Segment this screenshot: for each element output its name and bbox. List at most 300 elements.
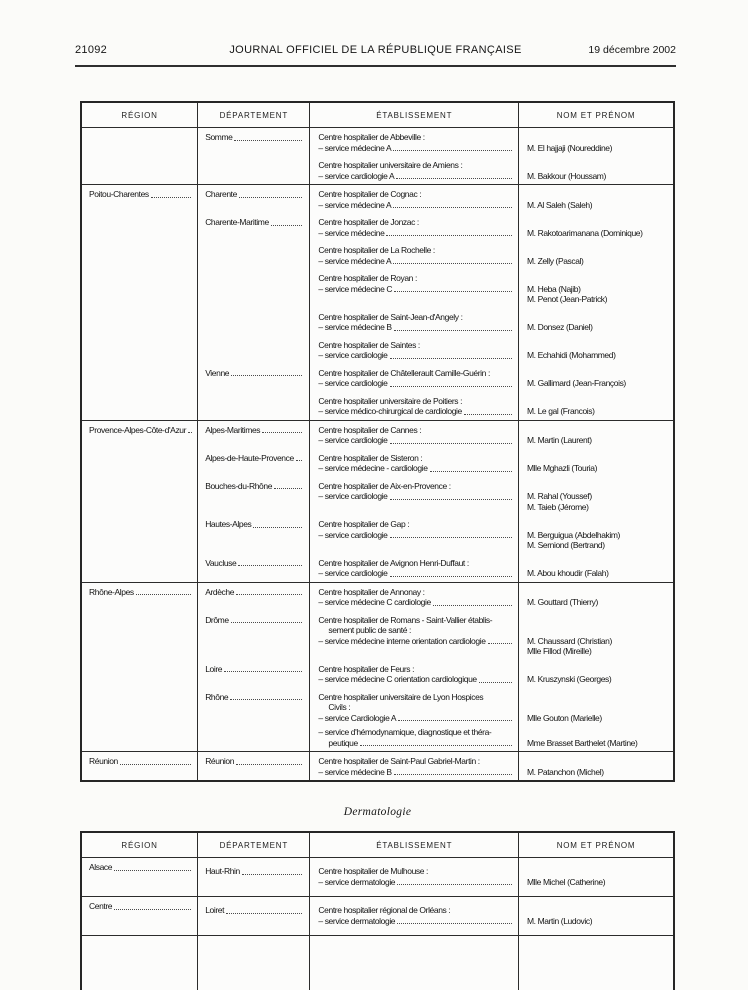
entry-header-row [198,156,673,171]
department-cell [198,378,310,392]
names-cell [519,568,673,582]
service-row [198,406,673,420]
service-label: – service médecine interne orientation cardiologie [318,635,486,646]
person-name: M. Martin (Ludovic) [527,915,593,926]
names-cell [519,713,673,724]
names-cell [519,515,673,530]
names-cell [519,364,673,379]
establishment-name: Civils : [328,702,351,712]
dotted-leader [393,143,512,152]
establishment-name: Centre hospitalier universitaire de Lyon Hospices [318,691,484,702]
department-cell [198,636,310,660]
service-cell [310,916,519,936]
names-cell [519,143,673,157]
service-cell [310,322,519,336]
names-cell [519,241,673,256]
department-label-line [205,692,303,703]
establishment-cell [310,241,519,256]
cardiology-appointments-table [80,101,675,782]
department-cell [198,256,310,270]
region-block [82,858,673,897]
region-cell [82,897,198,935]
service-cell [310,143,519,157]
names-cell [519,256,673,270]
service-row [198,200,673,214]
department-cell [198,723,310,751]
department-label-line [205,519,303,530]
region-label: Rhône-Alpes [89,586,134,597]
establishment-name: Centre hospitalier de Annonay : [318,586,425,597]
person-name: M. Bakkour (Houssam) [527,170,606,181]
service-row [198,435,673,449]
column-header-2: ÉTABLISSEMENT [310,833,519,857]
establishment-cell [310,336,519,351]
dotted-leader [393,256,512,265]
service-label: – service cardiologie [318,350,388,360]
dotted-leader [253,519,302,528]
service-cell [310,228,519,242]
department-label: Réunion [205,756,235,766]
service-line [318,916,513,927]
department-cell [198,228,310,242]
service-label: – service cardiologie [318,435,388,445]
dotted-leader [394,322,512,331]
dotted-leader [393,200,512,209]
region-block [82,421,673,583]
department-cell [198,858,310,877]
empty-row [198,936,673,990]
establishment-name: Centre hospitalier de Abbeville : [318,132,425,142]
department-label: Ardèche [205,586,235,597]
department-label-line [205,425,303,436]
names-cell [519,636,673,660]
establishment-cell [310,269,519,284]
names-cell [519,156,673,171]
column-header-2: ÉTABLISSEMENT [310,103,519,127]
column-header-1: DÉPARTEMENT [198,103,310,127]
establishment-name: Centre hospitalier de Aix-en-Provence : [318,480,451,491]
department-label-line [205,905,303,916]
person-name: M. Kruszynski (Georges) [527,674,612,684]
establishment-name: Centre hospitalier de Mulhouse : [318,866,428,876]
establishment-cell [310,308,519,323]
department-label: Loiret [205,905,225,915]
department-cell [198,530,310,554]
department-label: Alpes-de-Haute-Provence [205,452,294,463]
service-line [318,738,513,749]
names-cell [519,530,673,554]
block-entries [198,897,673,935]
entry-header-row [198,336,673,351]
region-block [82,752,673,780]
department-cell [198,171,310,185]
dotted-leader [394,767,512,776]
names-cell [519,897,673,916]
department-label: Drôme [205,614,229,625]
establishment-cell [310,449,519,464]
entry-header-row [198,392,673,407]
service-cell [310,636,519,660]
department-cell [198,364,310,379]
entry-header-row [198,897,673,916]
dotted-leader [274,481,302,490]
person-name: Mme Brasset Barthelet (Martine) [527,737,638,748]
department-cell [198,185,310,200]
dotted-leader [390,435,512,444]
service-line [318,171,513,182]
service-line [318,491,513,502]
service-row [198,228,673,242]
department-cell [198,936,310,990]
dotted-leader [231,368,302,377]
service-row [198,674,673,688]
establishment-name: Centre hospitalier de Jonzac : [318,217,419,227]
department-label-line [205,866,303,877]
entry-header-row [198,308,673,323]
department-label: Charente-Maritime [205,217,269,227]
department-cell [198,463,310,477]
names-cell [519,858,673,877]
dotted-leader [397,877,512,886]
masthead [75,44,676,67]
region-block [82,897,673,936]
establishment-cell [310,554,519,569]
department-cell [198,350,310,364]
establishment-cell [310,688,519,713]
department-label-line [205,453,303,464]
department-label: Somme [205,132,233,142]
service-line [318,568,513,579]
service-cell [310,597,519,611]
service-label: – service médecine - cardiologie [318,463,428,473]
service-cell [310,530,519,554]
dotted-leader [396,171,512,180]
service-cell [310,406,519,420]
service-row [198,916,673,936]
service-cell [310,463,519,477]
establishment-cell [310,392,519,407]
person-name: M. Zelly (Pascal) [527,255,584,266]
region-label-line [89,901,192,912]
service-row [198,597,673,611]
department-cell [198,449,310,464]
service-label: – service médecine C orientation cardiologique [318,674,477,684]
service-row [198,568,673,582]
service-label: – service cardiologie [318,378,388,388]
dotted-leader [271,217,303,226]
entry-header-row [198,241,673,256]
table-header-row [82,103,673,128]
service-row [198,284,673,308]
region-block [82,128,673,185]
block-entries [198,936,673,990]
dotted-leader [430,463,512,472]
region-label: Réunion [89,756,118,766]
entry-header-row [198,185,673,200]
region-label-line [89,425,192,436]
service-line [318,877,513,888]
names-cell [519,406,673,420]
table-header-row [82,833,673,858]
establishment-name: Centre hospitalier de Feurs : [318,663,415,674]
department-cell [198,611,310,636]
dotted-leader [151,189,191,198]
names-cell [519,611,673,636]
dotted-leader [236,756,302,765]
department-label-line [205,664,303,675]
department-cell [198,752,310,767]
dotted-leader [394,284,512,293]
service-line [318,322,513,333]
department-label: Alpes-Maritimes [205,424,261,435]
names-cell [519,185,673,200]
section-heading: Dermatologie [343,806,412,818]
department-cell [198,583,310,598]
establishment-cell [310,213,519,228]
service-cell [310,350,519,364]
dotted-leader [390,350,512,359]
establishment-name: Centre hospitalier universitaire de Amiens : [318,160,463,170]
dotted-leader [238,558,302,567]
region-label-line [89,756,192,767]
person-name: M. Gouttard (Thierry) [527,597,598,607]
department-cell [198,877,310,897]
names-cell [519,660,673,675]
service-label: – service médecine B [318,766,392,777]
dotted-leader [398,713,512,722]
department-label: Rhône [205,691,229,702]
service-cell [310,284,519,308]
entry-header-row [198,128,673,143]
department-cell [198,477,310,492]
service-line [318,284,513,295]
person-name: M. Chaussard (Christian) [527,635,612,646]
names-cell [519,435,673,449]
dotted-leader [114,862,191,871]
service-line [318,378,513,389]
service-line [318,597,513,608]
dotted-leader [120,756,191,765]
entry-header-row [198,515,673,530]
service-label: – service cardiologie [318,529,388,540]
person-name: M. Berguigua (Abdelhakim) [527,529,620,540]
service-row [198,378,673,392]
establishment-name: Centre hospitalier de Châtellerault Camille-Guérin : [318,367,490,378]
region-label-line [89,189,192,200]
dotted-leader [262,425,302,434]
names-cell [519,767,673,781]
names-cell [519,378,673,392]
dotted-leader [224,664,302,673]
service-label: – service médecine A [318,255,392,266]
service-row [198,491,673,515]
department-label-line [205,132,303,143]
person-name: M. Penot (Jean-Patrick) [527,294,608,304]
service-label: – service médecine C cardiologie [318,597,431,607]
department-cell [198,241,310,256]
service-row [198,350,673,364]
entry-header-row [198,213,673,228]
department-cell [198,143,310,157]
person-name: M. Gallimard (Jean-François) [527,378,626,388]
service-cell [310,674,519,688]
service-label: – service médecine B [318,322,392,332]
department-label: Charente [205,189,237,199]
service-label: – service médecine [318,227,385,238]
department-cell [198,322,310,336]
service-cell [310,171,519,185]
service-line [318,435,513,446]
person-name: M. Serniond (Bertrand) [527,540,605,550]
dotted-leader [390,568,512,577]
dotted-leader [386,228,512,237]
names-cell [519,171,673,185]
names-cell [519,723,673,751]
service-line [318,636,513,647]
dotted-leader [390,491,512,500]
page-content [80,101,675,990]
dotted-leader [296,453,303,462]
establishment-cell [310,477,519,492]
establishment-name: Centre hospitalier de Gap : [318,519,410,529]
dotted-leader [360,738,512,747]
column-header-3: NOM ET PRÉNOM [556,111,636,120]
department-label: Vaucluse [205,557,237,568]
service-row [198,767,673,781]
establishment-cell [310,897,519,916]
person-name: M. El hajjaji (Noureddine) [527,142,613,153]
department-label-line [205,189,303,200]
department-label-line [205,481,303,492]
dotted-leader [488,636,512,645]
department-cell [198,916,310,936]
region-cell [82,583,198,752]
person-name: M. Taieb (Jérome) [527,501,589,512]
service-cell [310,723,519,751]
dotted-leader [226,905,302,914]
region-label-line [89,862,192,873]
dermatology-appointments-table [80,831,675,990]
establishment-cell [310,421,519,436]
region-cell [82,128,198,184]
entry-header-row [198,583,673,598]
service-row [198,723,673,751]
dotted-leader [433,597,512,606]
entry-header-row [198,421,673,436]
person-name: M. Patanchon (Michel) [527,766,604,777]
entry-header-row [198,269,673,284]
dotted-leader [230,692,302,701]
person-name: M. Echahidi (Mohammed) [527,350,616,360]
service-label: – service médecine A [318,142,392,153]
service-row [198,256,673,270]
names-cell [519,449,673,464]
person-name: M. Al Saleh (Saleh) [527,199,593,210]
department-cell [198,674,310,688]
establishment-name: Centre hospitalier de Sisteron : [318,452,423,463]
names-cell [519,228,673,242]
person-name: Mlle Fillod (Mireille) [527,646,592,656]
establishment-name: Centre hospitalier de Romans - Saint-Vallier établis- [318,614,493,625]
department-label-line [205,587,303,598]
names-cell [519,392,673,407]
names-cell [519,322,673,336]
department-label: Hautes-Alpes [205,519,252,529]
establishment-name: Centre hospitalier de Royan : [318,273,417,283]
service-line [318,674,513,685]
service-row [198,143,673,157]
service-cell [310,256,519,270]
person-name: M. Martin (Laurent) [527,435,592,445]
block-entries [198,185,673,420]
service-row [198,877,673,897]
names-cell [519,491,673,515]
column-header-1: DÉPARTEMENT [198,833,310,857]
region-label: Poitou-Charentes [89,189,149,199]
establishment-name: sement public de santé : [328,625,411,635]
entry-header-row [198,688,673,713]
names-cell [519,336,673,351]
names-cell [519,688,673,713]
establishment-name: Centre hospitalier régional de Orléans : [318,905,451,915]
department-cell [198,713,310,724]
service-cell [310,936,519,990]
service-line [318,406,513,417]
establishment-cell [310,364,519,379]
service-line [318,463,513,474]
names-cell [519,213,673,228]
column-header-0: RÉGION [82,103,198,127]
names-cell [519,916,673,936]
establishment-cell [310,128,519,143]
names-cell [519,477,673,492]
service-line: – service d'hémodynamique, diagnostique et théra- [318,727,492,737]
dotted-leader [390,530,512,539]
service-cell [310,200,519,214]
establishment-cell [310,660,519,675]
department-cell [198,491,310,515]
establishment-cell [310,752,519,767]
person-name: M. Rakotoarimanana (Dominique) [527,227,643,238]
service-cell [310,435,519,449]
names-cell [519,674,673,688]
department-cell [198,213,310,228]
department-cell [198,308,310,323]
person-name: M. Abou khoudir (Falah) [527,568,609,578]
names-cell [519,752,673,767]
entry-header-row [198,752,673,767]
establishment-cell [310,156,519,171]
service-cell [310,568,519,582]
department-cell [198,284,310,308]
establishment-cell [310,611,519,636]
names-cell [519,583,673,598]
block-entries [198,421,673,582]
department-label-line [205,368,303,379]
department-cell [198,660,310,675]
person-name: Mlle Michel (Catherine) [527,876,606,887]
names-cell [519,308,673,323]
service-row [198,322,673,336]
service-label: peutique [328,737,358,748]
establishment-name: Centre hospitalier universitaire de Poitiers : [318,395,463,406]
department-cell [198,568,310,582]
department-cell [198,269,310,284]
establishment-name: Centre hospitalier de Saintes : [318,339,420,350]
service-label: – service cardiologie [318,491,388,501]
service-line [318,200,513,211]
service-label: – service médecine C [318,283,393,294]
